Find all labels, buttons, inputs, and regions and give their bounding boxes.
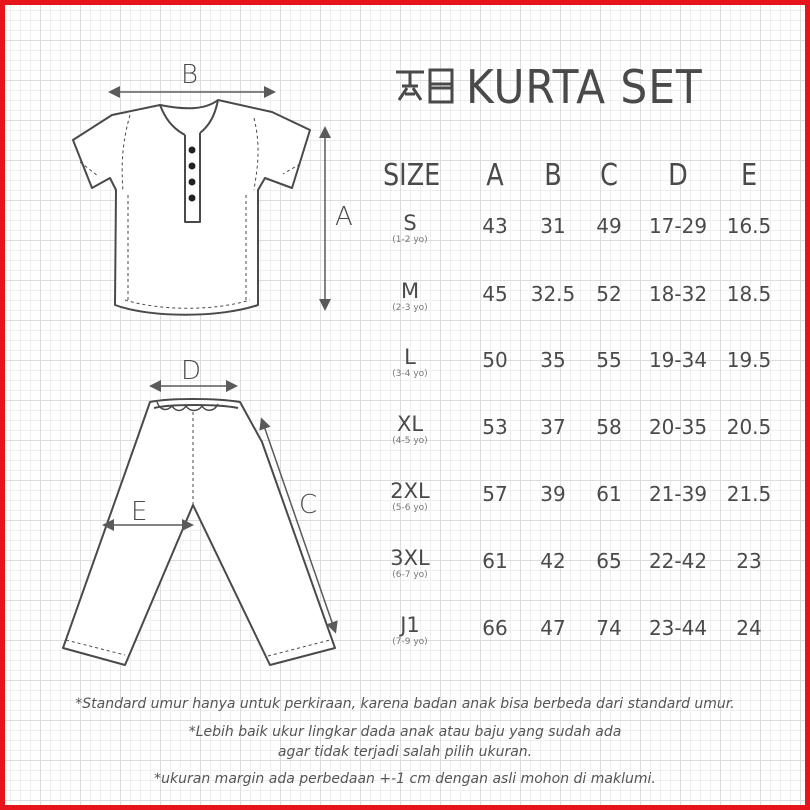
table-cell: 24 <box>736 616 762 640</box>
col-header-b: B <box>544 158 562 193</box>
table-cell: 18-32 <box>648 282 708 306</box>
table-cell: 39 <box>540 482 566 506</box>
size-name: L <box>404 345 416 369</box>
table-cell: 16.5 <box>726 214 772 238</box>
table-cell: 21.5 <box>726 482 772 506</box>
table-cell: 50 <box>482 348 508 372</box>
size-name: S <box>403 211 417 235</box>
size-age: (5-6 yo) <box>392 503 428 513</box>
size-cell <box>370 345 450 380</box>
col-header-c: C <box>600 158 618 193</box>
shirt-drawing <box>73 100 310 315</box>
size-name: 2XL <box>390 479 430 503</box>
table-cell: 61 <box>596 482 622 506</box>
note-measure-tip-line2: agar tidak terjadi salah pilih ukuran. <box>277 744 533 760</box>
table-cell: 61 <box>482 549 508 573</box>
size-age: (3-4 yo) <box>392 369 428 379</box>
note-measure-tip-line1: *Lebih baik ukur lingkar dada anak atau baju yang sudah ada <box>188 724 622 740</box>
table-cell: 55 <box>596 348 622 372</box>
size-age: (1-2 yo) <box>392 235 428 245</box>
size-cell <box>370 211 450 246</box>
label-e: E <box>131 497 148 527</box>
size-name: M <box>400 279 420 303</box>
table-cell: 66 <box>482 616 508 640</box>
pants-drawing <box>63 399 335 665</box>
size-cell <box>370 546 450 581</box>
table-cell: 43 <box>482 214 508 238</box>
table-cell: 23 <box>736 549 762 573</box>
table-cell: 42 <box>540 549 566 573</box>
size-age: (7-9 yo) <box>392 637 428 647</box>
table-cell: 20.5 <box>726 415 772 439</box>
size-age: (4-5 yo) <box>392 436 428 446</box>
col-header-a: A <box>486 158 504 193</box>
size-name: 3XL <box>390 546 430 570</box>
size-cell <box>370 412 450 447</box>
table-cell: 65 <box>596 549 622 573</box>
table-cell: 53 <box>482 415 508 439</box>
col-header-d: D <box>668 158 688 193</box>
table-cell: 47 <box>540 616 566 640</box>
table-cell: 74 <box>596 616 622 640</box>
table-cell: 52 <box>596 282 622 306</box>
table-cell: 31 <box>540 214 566 238</box>
table-cell: 35 <box>540 348 566 372</box>
table-cell: 49 <box>596 214 622 238</box>
brand-logo-icon <box>394 66 456 108</box>
size-cell <box>370 279 450 314</box>
table-cell: 17-29 <box>648 214 708 238</box>
col-header-e: E <box>740 158 758 193</box>
table-cell: 18.5 <box>726 282 772 306</box>
label-d: D <box>181 356 202 386</box>
table-cell: 19-34 <box>648 348 708 372</box>
table-cell: 23-44 <box>648 616 708 640</box>
label-b: B <box>181 60 199 90</box>
size-name: J1 <box>400 613 420 637</box>
table-cell: 19.5 <box>726 348 772 372</box>
size-cell <box>370 479 450 514</box>
table-cell: 57 <box>482 482 508 506</box>
size-age: (2-3 yo) <box>392 303 428 313</box>
label-c: C <box>299 490 318 520</box>
size-age: (6-7 yo) <box>392 570 428 580</box>
size-cell <box>370 613 450 648</box>
table-cell: 37 <box>540 415 566 439</box>
table-cell: 32.5 <box>530 282 576 306</box>
table-cell: 22-42 <box>648 549 708 573</box>
label-a: A <box>335 202 353 232</box>
table-cell: 21-39 <box>648 482 708 506</box>
table-cell: 58 <box>596 415 622 439</box>
note-age-disclaimer: *Standard umur hanya untuk perkiraan, karena badan anak bisa berbeda dari standard umur. <box>75 696 735 712</box>
size-header: SIZE <box>383 158 441 193</box>
table-cell: 45 <box>482 282 508 306</box>
size-name: XL <box>396 412 424 436</box>
table-cell: 20-35 <box>648 415 708 439</box>
note-margin-disclaimer: *ukuran margin ada perbedaan +-1 cm dengan asli mohon di maklumi. <box>154 771 656 787</box>
page-title: KURTA SET <box>466 60 703 114</box>
